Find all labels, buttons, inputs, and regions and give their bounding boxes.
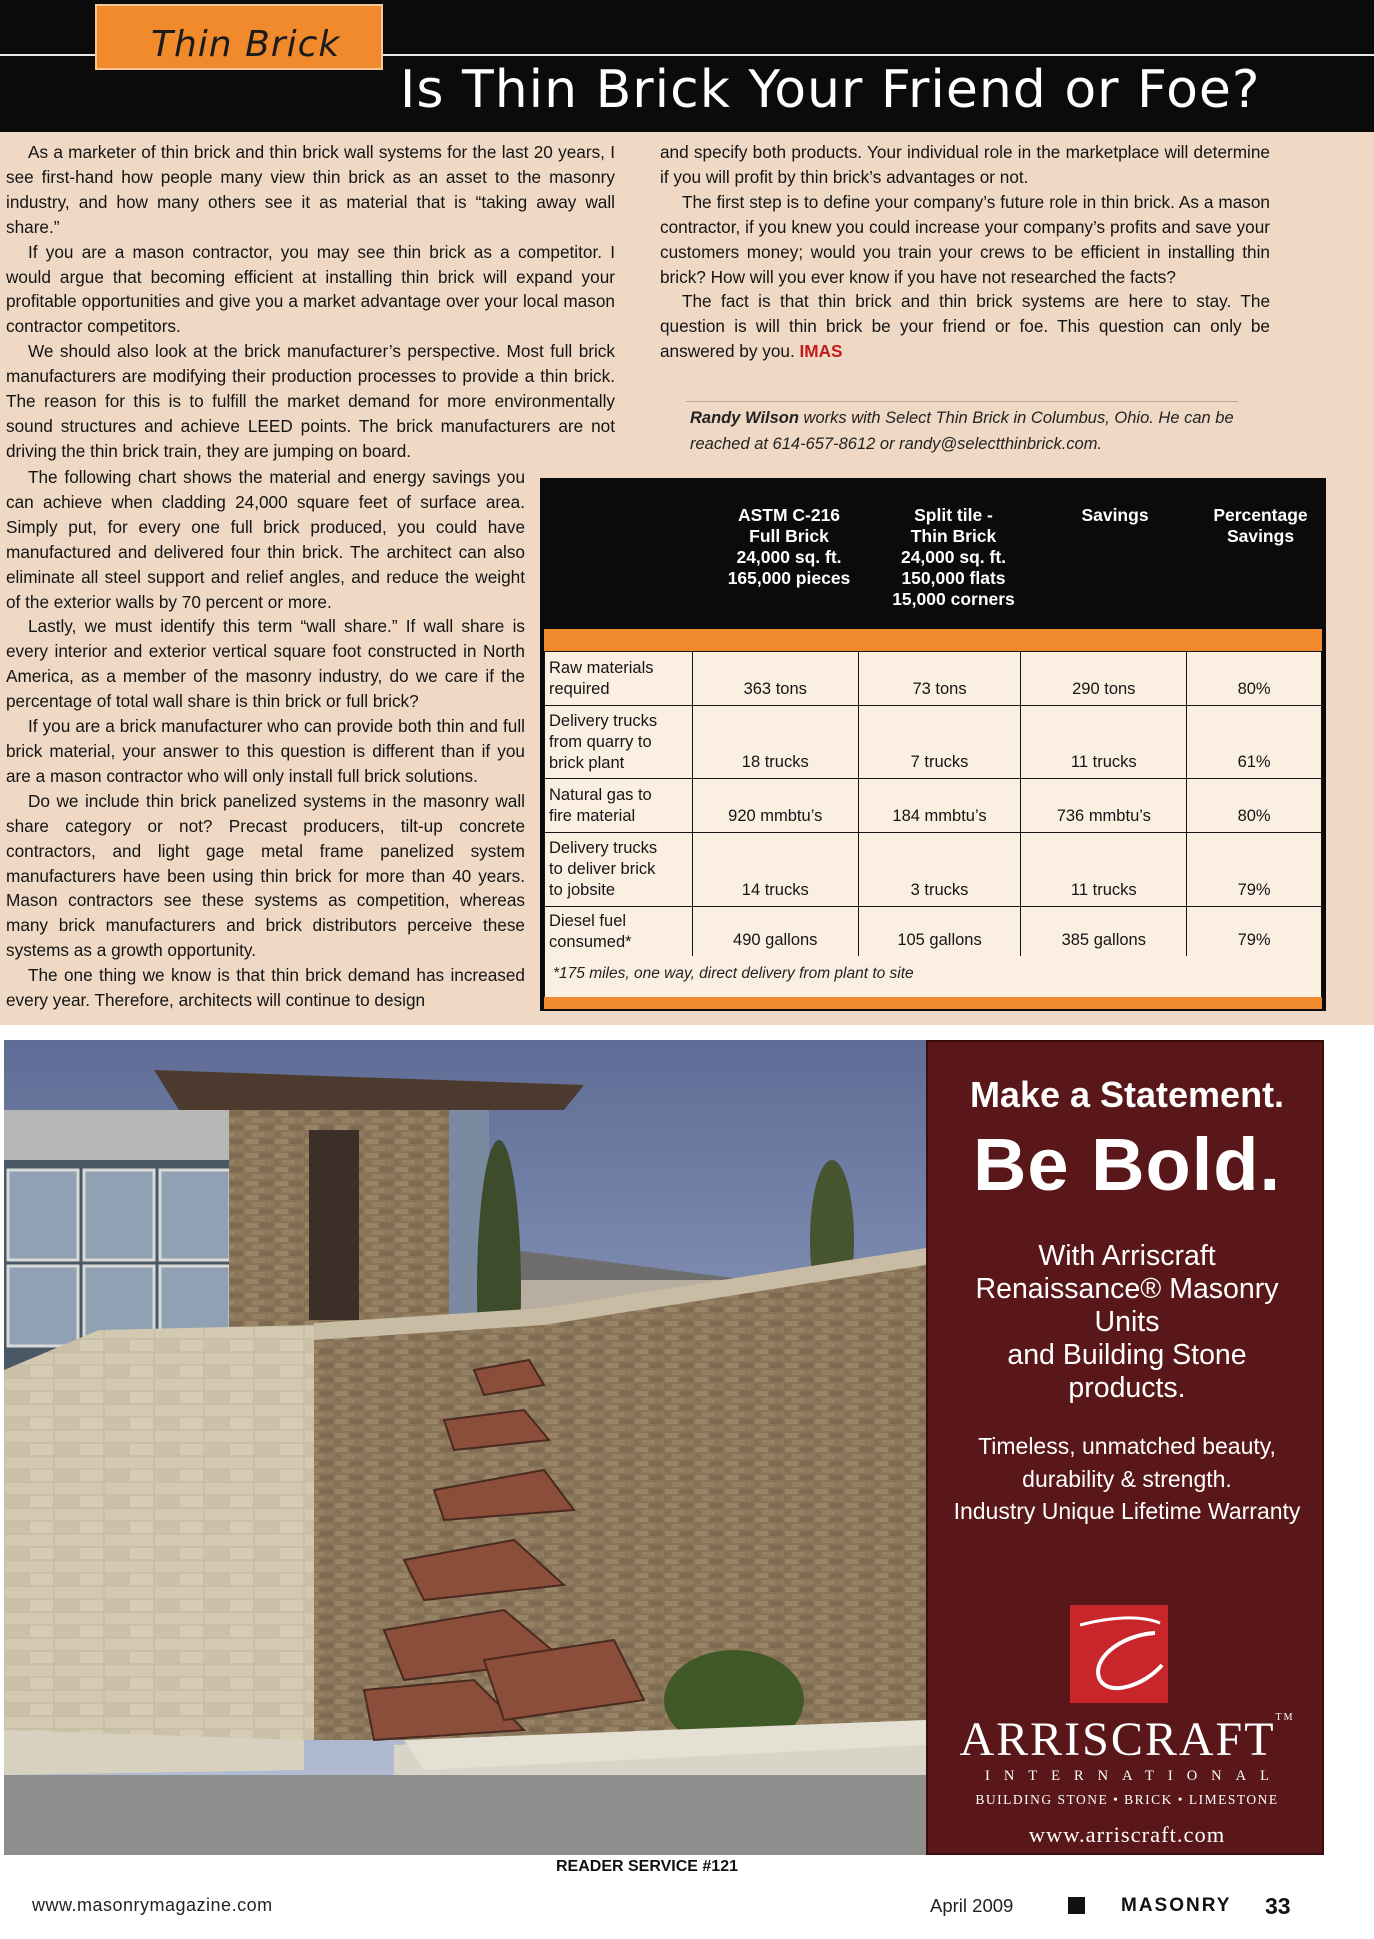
cell-thin: 3 trucks [858, 833, 1021, 907]
article-column-right [660, 140, 1270, 364]
cell-savings: 11 trucks [1021, 706, 1187, 779]
cell-thin: 7 trucks [858, 706, 1021, 779]
ad-headline: Be Bold. [972, 1123, 1282, 1206]
cell-percentage: 79% [1187, 833, 1322, 907]
ad-copy-secondary: Timeless, unmatched beauty, durability & strength. Industry Unique Lifetime Warranty [953, 1433, 1301, 1524]
cell-thin: 105 gallons [858, 907, 1021, 957]
page-title: Is Thin Brick Your Friend or Foe? [400, 60, 1261, 120]
end-mark: IMAS [799, 341, 843, 362]
cell-percentage: 61% [1187, 706, 1322, 779]
table-header [540, 478, 1326, 628]
cell-percentage: 80% [1187, 779, 1322, 833]
cell-full: 18 trucks [692, 706, 858, 779]
row-label: Raw materials required [545, 652, 693, 706]
author-bio [690, 405, 1270, 457]
table-row [545, 907, 1322, 957]
footer-square-icon [1068, 1897, 1085, 1914]
paragraph: If you are a mason contractor, you may see thin brick as a competitor. I would argue that becoming efficient at installing thin brick will expand your profitable opportunities and give you a market advantage over your local mason contractor competitors. [6, 241, 615, 337]
author-name: Randy Wilson [690, 409, 799, 427]
row-label: Diesel fuel consumed* [545, 907, 693, 957]
cell-full: 14 trucks [692, 833, 858, 907]
cell-savings: 11 trucks [1021, 833, 1187, 907]
table-row [545, 652, 1322, 706]
article-column-left-bottom [6, 465, 525, 1013]
author-bio-text: works with Select Thin Brick in Columbus, Ohio. He can be reached at 614-657-8612 or randy@selectthinbrick.com. [690, 409, 1234, 453]
cell-full: 920 mmbtu’s [692, 779, 858, 833]
brand-subtitle: INTERNATIONAL [985, 1768, 1283, 1784]
cell-full: 363 tons [692, 652, 858, 706]
ad-photo [4, 1040, 926, 1855]
row-label: Delivery trucks to deliver brick to jobsite [545, 833, 693, 907]
cell-percentage: 79% [1187, 907, 1322, 957]
cell-thin: 73 tons [858, 652, 1021, 706]
table-row [545, 779, 1322, 833]
footer-url-link[interactable]: www.masonrymagazine.com [32, 1895, 273, 1915]
column-header-thin-brick: Split tile - Thin Brick 24,000 sq. ft. 150,000 flats 15,000 corners [892, 505, 1015, 609]
table-row [545, 833, 1322, 907]
paragraph: and specify both products. Your individual role in the marketplace will determine if you will profit by thin brick’s advantages or not. [660, 142, 1270, 187]
savings-table [540, 478, 1326, 1011]
building-photo [4, 1040, 926, 1855]
bio-rule [686, 401, 1238, 402]
paragraph: The first step is to define your company’s future role in thin brick. As a mason contractor, if you knew you could increase your company’s profits and save your customers money; would you train your crews to be efficient in installing thin brick? How will you ever know if you have not researched the facts? [660, 191, 1270, 287]
page-number: 33 [1265, 1893, 1291, 1919]
ad-url-link[interactable]: www.arriscraft.com [1028, 1822, 1226, 1847]
paragraph: As a marketer of thin brick and thin brick wall systems for the last 20 years, I see first-hand how people many view thin brick as an asset to the masonry industry, and how many others see it as material that is “taking away wall share.” [6, 142, 615, 237]
table-footnote: *175 miles, one way, direct delivery from plant to site [544, 956, 1322, 997]
footer-date: April 2009 [930, 1895, 1014, 1916]
cell-thin: 184 mmbtu’s [858, 779, 1021, 833]
paragraph: Lastly, we must identify this term “wall share.” If wall share is every interior and exterior vertical square foot constructed in North America, as a member of the masonry industry, do we care if the percentage of total wall share is thin brick or full brick? [6, 616, 525, 712]
table-row [545, 706, 1322, 779]
paragraph: The following chart shows the material and energy savings you can achieve when cladding 24,000 square feet of surface area. Simply put, for every one full brick produced, you could have manufactured and delivered four thin brick. The architect can also eliminate all steel support and relief angles, and reduce the weight of the exterior walls by 70 percent or more. [6, 467, 525, 612]
ad-panel [926, 1040, 1324, 1855]
cell-savings: 736 mmbtu’s [1021, 779, 1187, 833]
paragraph: The one thing we know is that thin brick demand has increased every year. Therefore, architects will continue to design [6, 965, 525, 1011]
cell-savings: 385 gallons [1021, 907, 1187, 957]
column-header-full-brick: ASTM C-216 Full Brick 24,000 sq. ft. 165,000 pieces [727, 505, 851, 588]
paragraph-text: The fact is that thin brick and thin brick systems are here to stay. The question is will thin brick be your friend or foe. This question can only be answered by you. [660, 291, 1270, 362]
paragraph [660, 289, 1270, 364]
brand-product-lines: BUILDING STONE • BRICK • LIMESTONE [975, 1792, 1279, 1807]
ad-tagline: Make a Statement. [969, 1074, 1285, 1115]
cell-savings: 290 tons [1021, 652, 1187, 706]
table-bottom-band [544, 997, 1322, 1009]
column-header-percentage: Percentage Savings [1213, 505, 1308, 546]
ad-copy: With Arriscraft Renaissance® Masonry Units and Building Stone products. [975, 1240, 1279, 1404]
cell-percentage: 80% [1187, 652, 1322, 706]
table-orange-band [544, 629, 1322, 651]
paragraph: If you are a brick manufacturer who can provide both thin and full brick material, your answer to this question is different than if you are a mason contractor who will only install full brick solutions. [6, 716, 525, 786]
cell-full: 490 gallons [692, 907, 858, 957]
paragraph: Do we include thin brick panelized systems in the masonry wall share category or not? Precast producers, tilt-up concrete contractors, and light gage metal frame panelized system manufacturers have been using thin brick for more than 40 years. Mason contractors see these systems as competition, whereas many brick manufacturers and brick distributors perceive these systems as a growth opportunity. [6, 790, 525, 961]
reader-service: READER SERVICE #121 [556, 1858, 738, 1875]
section-tag: Thin Brick [95, 4, 383, 70]
article-column-left-top [6, 140, 615, 464]
footer-magazine: MASONRY [1121, 1895, 1232, 1916]
row-label: Delivery trucks from quarry to brick plant [545, 706, 693, 779]
table-body [544, 651, 1322, 957]
paragraph: We should also look at the brick manufacturer’s perspective. Most full brick manufacturers are modifying their production processes to provide a thin brick. The reason for this is to fulfill the market demand for more environmentally sound structures and achieve LEED points. The brick manufacturers are not driving the thin brick train, they are jumping on board. [6, 341, 615, 461]
arriscraft-logo-icon [1070, 1605, 1168, 1703]
brand-name: ARRISCRAFT™ [959, 1712, 1295, 1766]
row-label: Natural gas to fire material [545, 779, 693, 833]
column-header-savings: Savings [1081, 505, 1149, 525]
